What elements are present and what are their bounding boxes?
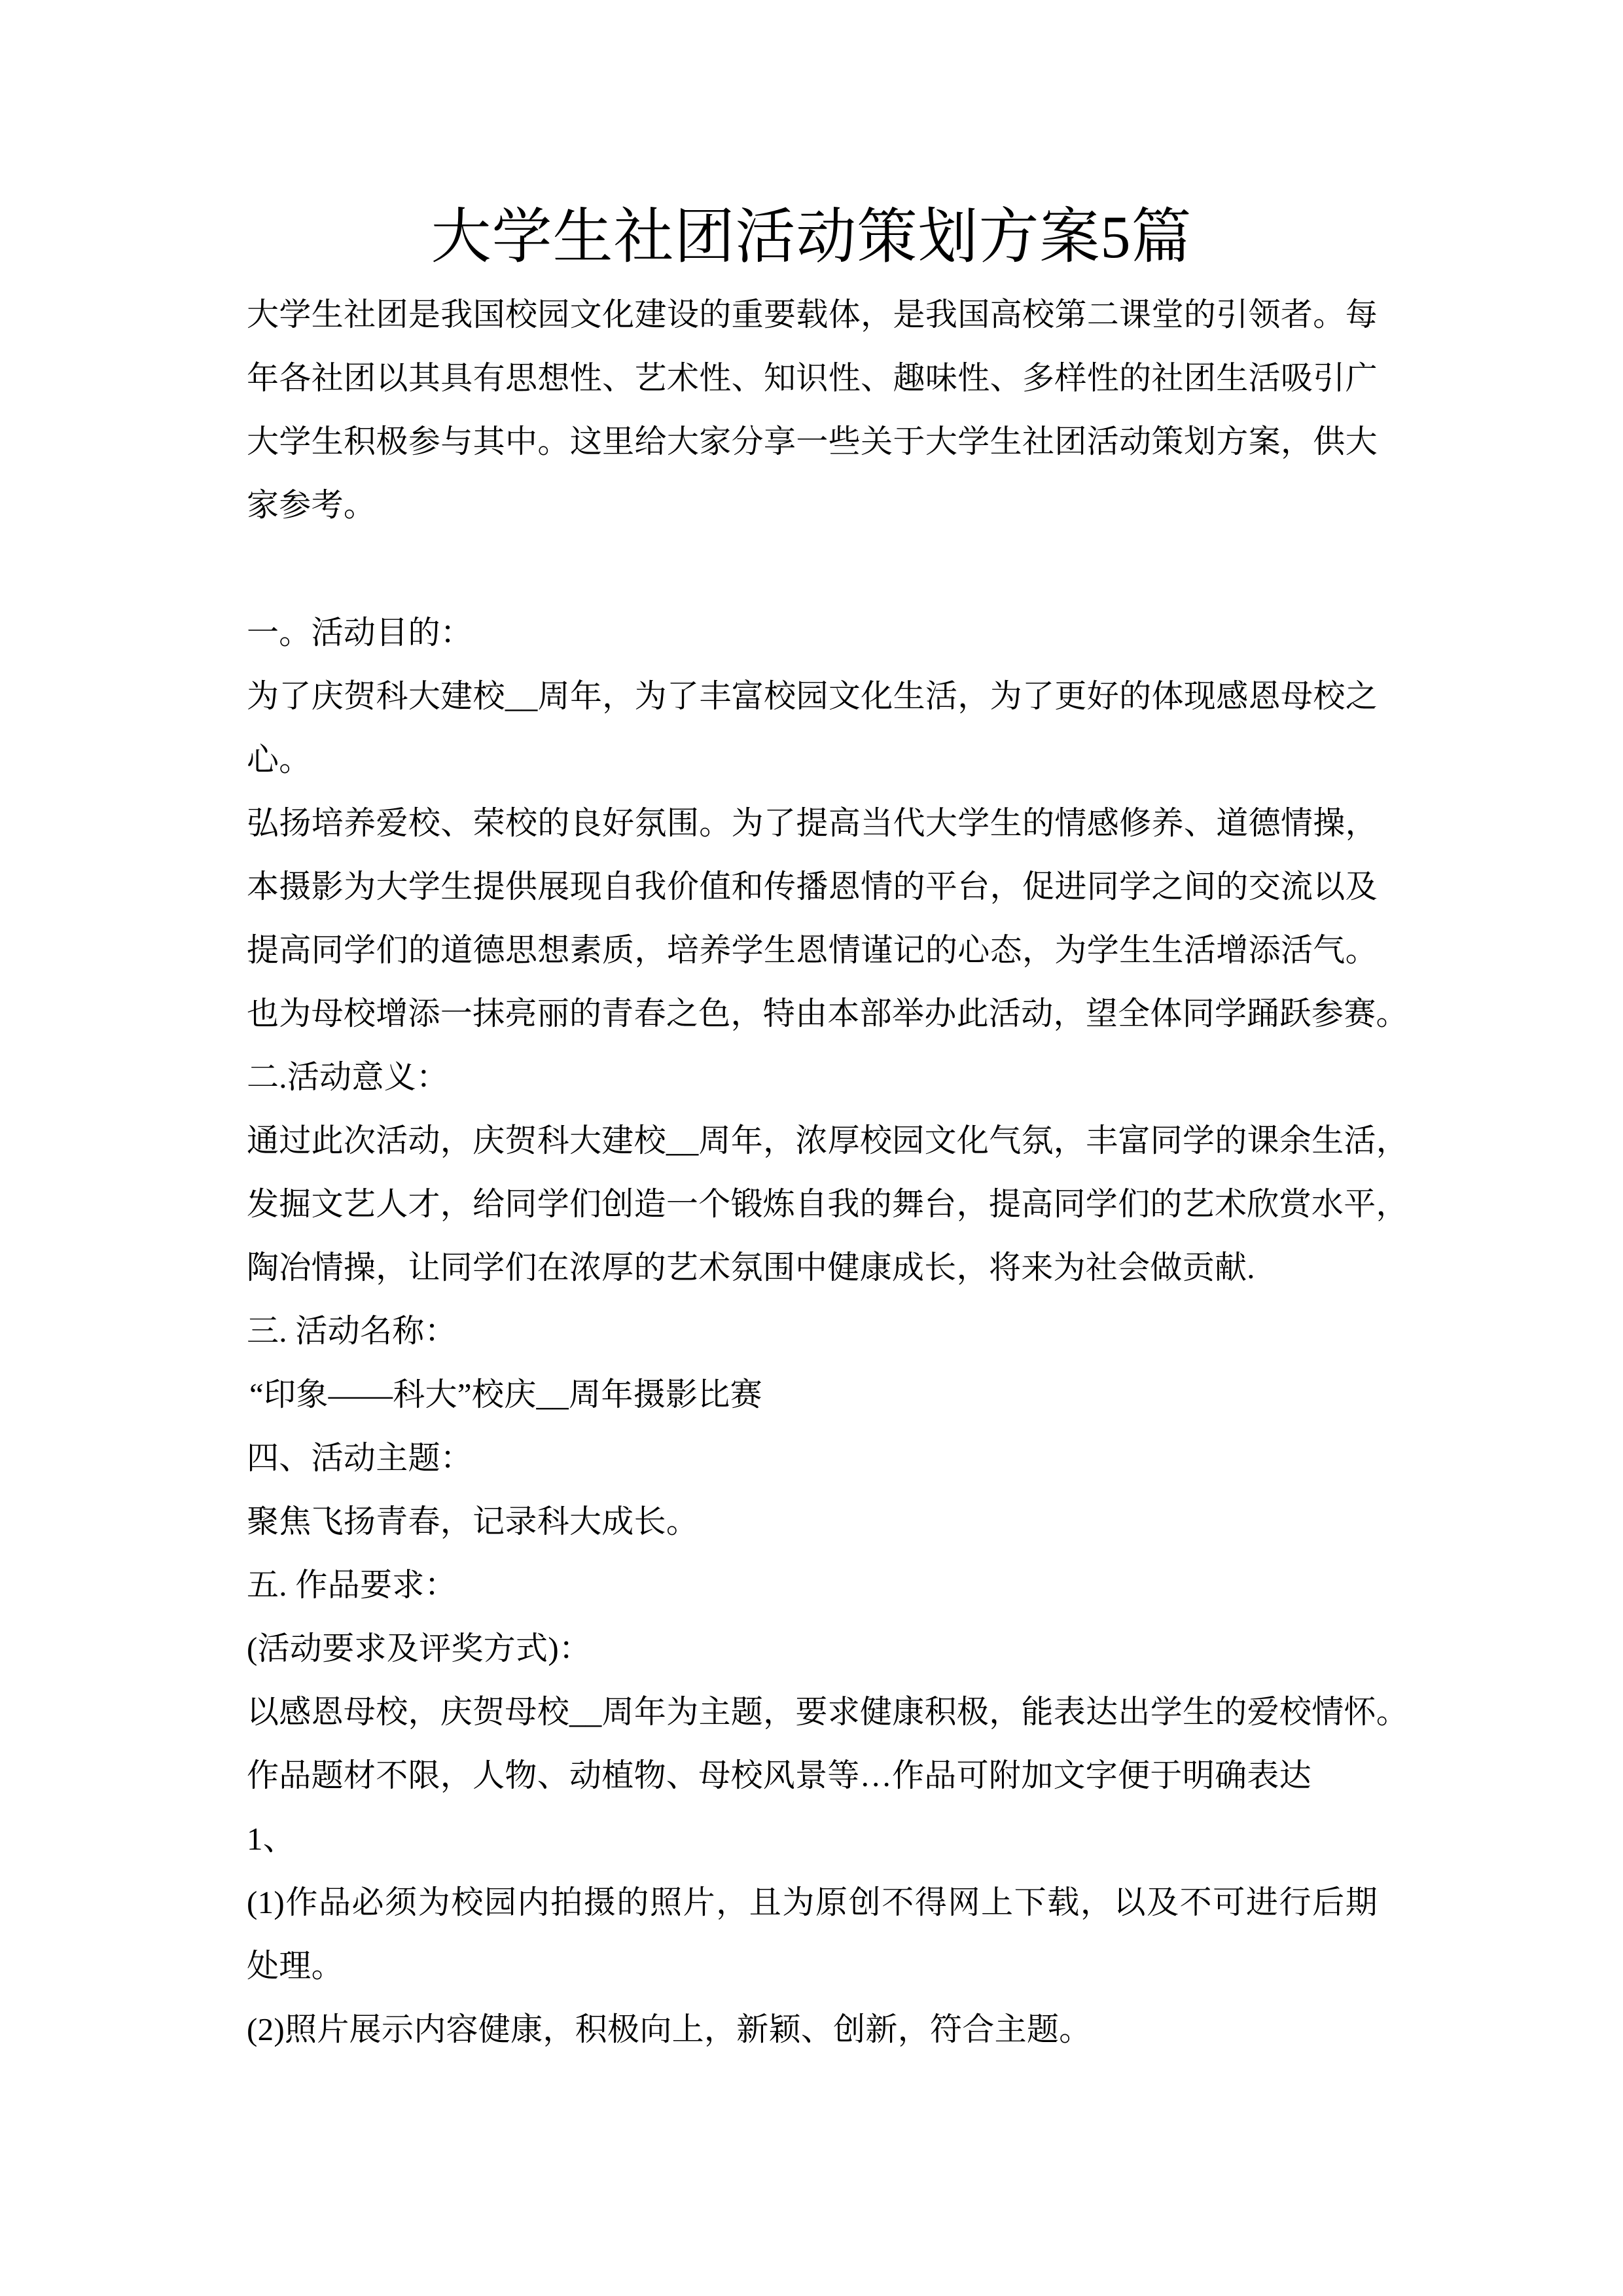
section-heading-purpose: 一。活动目的： — [247, 615, 473, 651]
activity-name-line: “印象——科大”校庆__周年摄影比赛 — [249, 1376, 762, 1412]
list-item-2: (2)照片展示内容健康，积极向上，新颖、创新，符合主题。 — [247, 2011, 1092, 2047]
paragraph-line: 提高同学们的道德思想素质，培养学生恩情谨记的心态，为学生生活增添活气。 — [247, 932, 1378, 968]
section-heading-significance: 二.活动意义： — [247, 1059, 449, 1095]
paragraph-line: 作品题材不限，人物、动植物、母校风景等…作品可附加文字便于明确表达 — [247, 1757, 1311, 1793]
section-heading-requirements: 五. 作品要求： — [247, 1567, 457, 1603]
section-heading-name: 三. 活动名称： — [247, 1313, 457, 1349]
paragraph-line: 陶冶情操，让同学们在浓厚的艺术氛围中健康成长，将来为社会做贡献. — [247, 1249, 1255, 1285]
theme-line: 聚焦飞扬青春，记录科大成长。 — [247, 1503, 699, 1539]
paragraph-line: 本摄影为大学生提供展现自我价值和传播恩情的平台，促进同学之间的交流以及 — [247, 869, 1378, 905]
paragraph-line: 通过此次活动，庆贺科大建校__周年，浓厚校园文化气氛，丰富同学的课余生活， — [247, 1122, 1409, 1158]
section-heading-theme: 四、活动主题： — [247, 1440, 473, 1476]
intro-line: 大学生社团是我国校园文化建设的重要载体，是我国高校第二课堂的引领者。每 — [247, 296, 1378, 332]
paragraph-line: (活动要求及评奖方式)： — [247, 1630, 592, 1666]
document-title: 大学生社团活动策划方案5篇 — [431, 204, 1192, 270]
list-item-1: (1)作品必须为校园内拍摄的照片，且为原创不得网上下载，以及不可进行后期 — [247, 1884, 1378, 1920]
paragraph-line: 弘扬培养爱校、荣校的良好氛围。为了提高当代大学生的情感修养、道德情操， — [247, 805, 1378, 841]
paragraph-line: 以感恩母校，庆贺母校__周年为主题，要求健康积极，能表达出学生的爱校情怀。 — [247, 1694, 1409, 1730]
intro-line: 大学生积极参与其中。这里给大家分享一些关于大学生社团活动策划方案，供大 — [247, 423, 1378, 459]
paragraph-line: 发掘文艺人才，给同学们创造一个锻炼自我的舞台，提高同学们的艺术欣赏水平， — [247, 1186, 1408, 1222]
paragraph-line: 心。 — [247, 742, 312, 778]
paragraph-line: 为了庆贺科大建校__周年，为了丰富校园文化生活，为了更好的体现感恩母校之 — [247, 678, 1378, 714]
list-number: 1、 — [247, 1821, 296, 1857]
paragraph-line: 也为母校增添一抹亮丽的青春之色，特由本部举办此活动，望全体同学踊跃参赛。 — [247, 996, 1408, 1031]
intro-line: 家参考。 — [247, 487, 376, 523]
intro-line: 年各社团以其具有思想性、艺术性、知识性、趣味性、多样性的社团生活吸引广 — [247, 360, 1378, 396]
list-item-1-continued: 处理。 — [247, 1948, 344, 1984]
